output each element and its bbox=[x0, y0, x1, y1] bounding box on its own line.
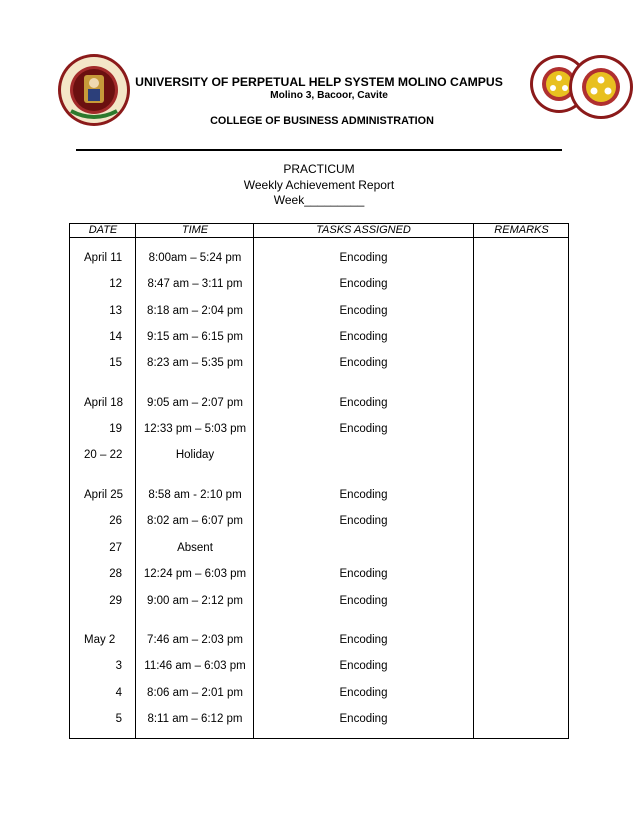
report-subtitle: Weekly Achievement Report bbox=[243, 178, 395, 192]
cell-date: May 2 bbox=[84, 634, 116, 646]
report-title: PRACTICUM bbox=[283, 162, 355, 176]
cell-time: 8:02 am – 6:07 pm bbox=[147, 515, 243, 527]
cell-date: 20 – 22 bbox=[84, 449, 123, 461]
cell-time: 8:47 am – 3:11 pm bbox=[147, 278, 243, 290]
cell-time: 8:06 am – 2:01 pm bbox=[147, 687, 243, 699]
cell-time: 8:58 am - 2:10 pm bbox=[148, 489, 242, 501]
cell-task: Encoding bbox=[339, 397, 388, 409]
cell-time: 7:46 am – 2:03 pm bbox=[147, 634, 243, 646]
cell-date: April 25 bbox=[84, 489, 123, 501]
university-name: UNIVERSITY OF PERPETUAL HELP SYSTEM MOLINO CAMPUS bbox=[135, 75, 503, 89]
cell-time: 9:15 am – 6:15 pm bbox=[147, 331, 243, 343]
cell-time: 8:00am – 5:24 pm bbox=[148, 252, 242, 264]
column-divider bbox=[473, 224, 474, 738]
cell-task: Encoding bbox=[339, 357, 388, 369]
cell-task: Encoding bbox=[339, 713, 388, 725]
cell-time: 9:05 am – 2:07 pm bbox=[147, 397, 243, 409]
cell-task: Encoding bbox=[339, 331, 388, 343]
cell-time: 8:18 am – 2:04 pm bbox=[147, 305, 243, 317]
cell-date: 19 bbox=[109, 423, 122, 435]
cell-time: 12:24 pm – 6:03 pm bbox=[143, 568, 247, 580]
cell-task: Encoding bbox=[339, 423, 388, 435]
cell-date: April 11 bbox=[84, 252, 123, 264]
cell-task: Encoding bbox=[339, 634, 388, 646]
cell-date: 26 bbox=[109, 515, 122, 527]
cell-time: Holiday bbox=[175, 449, 215, 461]
cell-task: Encoding bbox=[339, 595, 388, 607]
cell-task: Encoding bbox=[339, 489, 388, 501]
cell-date: 27 bbox=[109, 542, 122, 554]
cell-time: 8:23 am – 5:35 pm bbox=[147, 357, 243, 369]
cell-date: 3 bbox=[115, 660, 122, 672]
cell-time: Absent bbox=[177, 542, 213, 554]
cell-time: 8:11 am – 6:12 pm bbox=[147, 713, 243, 725]
cell-date: 13 bbox=[109, 305, 122, 317]
college-name: COLLEGE OF BUSINESS ADMINISTRATION bbox=[210, 115, 434, 127]
column-header-date: DATE bbox=[88, 224, 118, 236]
week-field: Week_________ bbox=[273, 193, 365, 207]
cell-date: 15 bbox=[109, 357, 122, 369]
cell-date: 5 bbox=[115, 713, 122, 725]
cell-date: 29 bbox=[109, 595, 122, 607]
cell-date: April 18 bbox=[84, 397, 123, 409]
cell-task: Encoding bbox=[339, 660, 388, 672]
cell-date: 12 bbox=[109, 278, 122, 290]
cell-task: Encoding bbox=[339, 252, 388, 264]
table-header bbox=[70, 224, 568, 238]
cell-task: Encoding bbox=[339, 687, 388, 699]
university-address: Molino 3, Bacoor, Cavite bbox=[270, 90, 388, 101]
column-header-time: TIME bbox=[181, 224, 209, 236]
cell-date: 4 bbox=[115, 687, 122, 699]
header-divider bbox=[76, 149, 562, 151]
cell-task: Encoding bbox=[339, 515, 388, 527]
cell-task: Encoding bbox=[339, 278, 388, 290]
cell-time: 11:46 am – 6:03 pm bbox=[144, 660, 246, 672]
cell-date: 14 bbox=[109, 331, 122, 343]
achievement-table bbox=[69, 223, 569, 739]
cell-time: 12:33 pm – 5:03 pm bbox=[143, 423, 247, 435]
column-header-tasks: TASKS ASSIGNED bbox=[316, 224, 411, 236]
cell-task: Encoding bbox=[339, 305, 388, 317]
cell-date: 28 bbox=[109, 568, 122, 580]
cell-task: Encoding bbox=[339, 568, 388, 580]
column-header-remarks: REMARKS bbox=[494, 224, 549, 236]
cell-time: 9:00 am – 2:12 pm bbox=[147, 595, 243, 607]
